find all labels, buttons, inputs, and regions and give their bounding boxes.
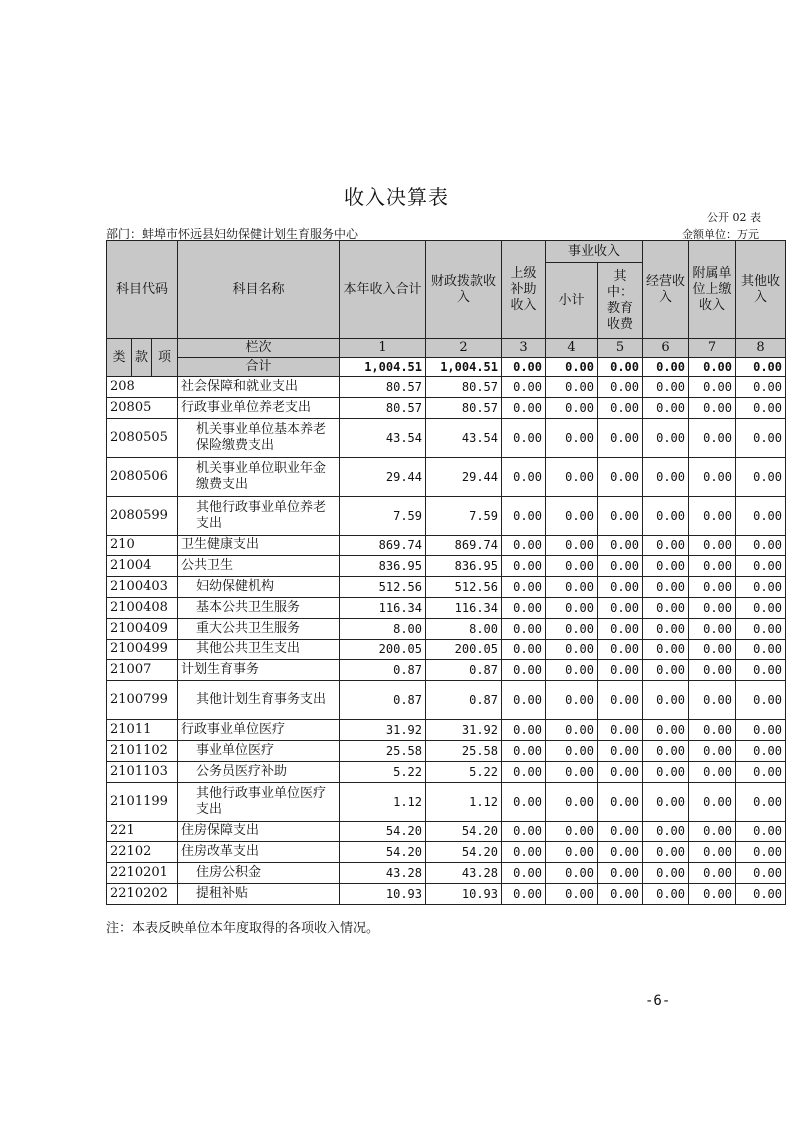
table-row <box>107 377 786 398</box>
row-value: 0.00 <box>598 782 643 821</box>
row-code: 2100403 <box>107 577 178 598</box>
row-value: 8.00 <box>426 618 502 639</box>
unit-label: 金额单位：万元 <box>682 228 759 241</box>
header-education-fee: 其中：教育收费 <box>598 263 643 339</box>
row-value: 0.00 <box>598 821 643 842</box>
row-value: 0.00 <box>643 639 689 660</box>
row-code: 2080599 <box>107 496 178 535</box>
row-value: 7.59 <box>340 496 426 535</box>
row-value: 0.00 <box>546 618 598 639</box>
row-value: 0.00 <box>598 660 643 681</box>
row-value: 0.00 <box>689 761 736 782</box>
row-code: 21007 <box>107 660 178 681</box>
row-value: 0.00 <box>502 660 546 681</box>
row-value: 836.95 <box>426 556 502 577</box>
table-row <box>107 720 786 741</box>
row-value: 0.00 <box>502 597 546 618</box>
row-name: 事业单位医疗 <box>178 740 340 761</box>
row-value: 0.00 <box>689 740 736 761</box>
row-value: 43.54 <box>340 418 426 457</box>
page-title: 收入决算表 <box>344 185 449 209</box>
row-value: 0.00 <box>736 377 786 398</box>
row-value: 0.00 <box>502 681 546 720</box>
row-name: 基本公共卫生服务 <box>178 597 340 618</box>
row-code: 21004 <box>107 556 178 577</box>
table-row <box>107 740 786 761</box>
row-name: 住房改革支出 <box>178 842 340 863</box>
row-value: 200.05 <box>426 639 502 660</box>
row-value: 0.00 <box>643 782 689 821</box>
header-subject-code: 科目代码 <box>107 241 178 339</box>
row-value: 0.00 <box>546 577 598 598</box>
col-num: 7 <box>689 339 736 358</box>
row-value: 0.00 <box>689 457 736 496</box>
header-lanci: 栏次 <box>178 339 340 358</box>
row-value: 0.00 <box>736 556 786 577</box>
row-value: 54.20 <box>426 842 502 863</box>
row-value: 0.00 <box>502 761 546 782</box>
row-name: 机关事业单位职业年金缴费支出 <box>178 457 340 496</box>
row-value: 0.00 <box>689 720 736 741</box>
row-value: 0.00 <box>689 883 736 904</box>
row-value: 0.00 <box>736 618 786 639</box>
row-value: 0.00 <box>689 681 736 720</box>
row-value: 0.00 <box>598 377 643 398</box>
row-value: 0.00 <box>736 496 786 535</box>
table-row <box>107 761 786 782</box>
header-xiang: 项 <box>152 339 178 377</box>
row-value: 0.00 <box>546 720 598 741</box>
row-value: 869.74 <box>426 535 502 556</box>
row-value: 0.00 <box>502 883 546 904</box>
row-value: 43.54 <box>426 418 502 457</box>
footnote: 注：本表反映单位本年度取得的各项收入情况。 <box>106 921 380 936</box>
row-code: 2101103 <box>107 761 178 782</box>
row-value: 0.00 <box>598 883 643 904</box>
row-value: 0.00 <box>643 720 689 741</box>
row-value: 0.00 <box>689 496 736 535</box>
row-value: 7.59 <box>426 496 502 535</box>
row-value: 0.00 <box>643 377 689 398</box>
row-name: 计划生育事务 <box>178 660 340 681</box>
row-value: 0.00 <box>502 842 546 863</box>
row-value: 836.95 <box>340 556 426 577</box>
row-value: 0.00 <box>598 618 643 639</box>
row-value: 0.00 <box>689 577 736 598</box>
row-value: 0.00 <box>598 577 643 598</box>
row-value: 0.00 <box>736 418 786 457</box>
table-row <box>107 782 786 821</box>
row-value: 0.00 <box>689 397 736 418</box>
row-value: 0.00 <box>643 761 689 782</box>
row-value: 0.00 <box>736 597 786 618</box>
header-affiliated: 附属单位上缴收入 <box>689 241 736 339</box>
row-value: 0.00 <box>546 660 598 681</box>
row-value: 0.00 <box>643 821 689 842</box>
row-code: 2100499 <box>107 639 178 660</box>
col-num: 3 <box>502 339 546 358</box>
header-upper-subsidy: 上级补助收入 <box>502 241 546 339</box>
table-row <box>107 577 786 598</box>
table-row <box>107 821 786 842</box>
col-num: 1 <box>340 339 426 358</box>
row-value: 0.00 <box>502 377 546 398</box>
row-value: 31.92 <box>426 720 502 741</box>
row-value: 54.20 <box>340 842 426 863</box>
row-value: 0.00 <box>643 740 689 761</box>
row-value: 54.20 <box>340 821 426 842</box>
row-value: 0.00 <box>502 740 546 761</box>
row-value: 0.00 <box>689 377 736 398</box>
row-value: 0.00 <box>598 556 643 577</box>
row-value: 0.00 <box>736 740 786 761</box>
row-value: 0.00 <box>643 535 689 556</box>
row-value: 0.00 <box>736 863 786 884</box>
row-value: 0.00 <box>502 720 546 741</box>
row-value: 0.00 <box>598 720 643 741</box>
row-value: 29.44 <box>426 457 502 496</box>
header-business-income: 事业收入 <box>546 241 643 263</box>
col-num: 4 <box>546 339 598 358</box>
header-total-income: 本年收入合计 <box>340 241 426 339</box>
row-value: 0.00 <box>643 556 689 577</box>
total-cell: 1,004.51 <box>426 358 502 377</box>
header-subtotal: 小计 <box>546 263 598 339</box>
row-value: 0.00 <box>643 681 689 720</box>
total-cell: 0.00 <box>736 358 786 377</box>
row-value: 0.00 <box>598 681 643 720</box>
row-value: 0.00 <box>502 821 546 842</box>
table-row <box>107 556 786 577</box>
form-code: 公开 02 表 <box>707 211 761 224</box>
col-num: 5 <box>598 339 643 358</box>
total-label: 合计 <box>178 358 340 377</box>
row-code: 2101199 <box>107 782 178 821</box>
row-value: 0.00 <box>736 782 786 821</box>
row-name: 住房保障支出 <box>178 821 340 842</box>
row-value: 0.00 <box>502 782 546 821</box>
row-value: 0.00 <box>736 397 786 418</box>
row-value: 54.20 <box>426 821 502 842</box>
row-value: 0.00 <box>502 618 546 639</box>
row-value: 0.00 <box>736 457 786 496</box>
table-row <box>107 681 786 720</box>
row-name: 行政事业单位医疗 <box>178 720 340 741</box>
row-value: 0.00 <box>643 618 689 639</box>
row-value: 116.34 <box>426 597 502 618</box>
row-value: 0.00 <box>598 535 643 556</box>
page-number: -6- <box>645 993 671 1009</box>
department-label: 部门：蚌埠市怀远县妇幼保健计划生育服务中心 <box>106 227 359 241</box>
row-value: 0.00 <box>546 496 598 535</box>
row-code: 2100409 <box>107 618 178 639</box>
row-value: 80.57 <box>340 377 426 398</box>
row-value: 512.56 <box>340 577 426 598</box>
row-value: 0.00 <box>643 457 689 496</box>
total-cell: 0.00 <box>502 358 546 377</box>
row-value: 0.00 <box>643 597 689 618</box>
header-other: 其他收入 <box>736 241 786 339</box>
row-value: 0.00 <box>502 418 546 457</box>
table-row <box>107 397 786 418</box>
row-value: 5.22 <box>340 761 426 782</box>
row-value: 0.00 <box>546 740 598 761</box>
table-row <box>107 842 786 863</box>
row-value: 31.92 <box>340 720 426 741</box>
row-value: 5.22 <box>426 761 502 782</box>
header-subject-name: 科目名称 <box>178 241 340 339</box>
row-value: 80.57 <box>340 397 426 418</box>
row-code: 208 <box>107 377 178 398</box>
row-value: 0.00 <box>546 597 598 618</box>
row-value: 0.00 <box>736 883 786 904</box>
row-value: 0.00 <box>546 842 598 863</box>
col-num: 6 <box>643 339 689 358</box>
row-value: 0.00 <box>546 418 598 457</box>
col-num: 2 <box>426 339 502 358</box>
row-value: 0.00 <box>502 397 546 418</box>
row-value: 200.05 <box>340 639 426 660</box>
row-value: 0.00 <box>689 821 736 842</box>
row-value: 0.00 <box>598 639 643 660</box>
row-value: 0.00 <box>643 660 689 681</box>
row-name: 住房公积金 <box>178 863 340 884</box>
row-code: 2100408 <box>107 597 178 618</box>
table-row <box>107 863 786 884</box>
table-row <box>107 496 786 535</box>
row-value: 0.00 <box>736 577 786 598</box>
row-value: 0.00 <box>598 761 643 782</box>
header-lei: 类 <box>107 339 132 377</box>
row-name: 公共卫生 <box>178 556 340 577</box>
row-value: 0.00 <box>643 397 689 418</box>
row-value: 0.00 <box>546 863 598 884</box>
row-value: 0.00 <box>689 660 736 681</box>
row-value: 0.00 <box>546 535 598 556</box>
row-name: 行政事业单位养老支出 <box>178 397 340 418</box>
row-value: 0.87 <box>426 660 502 681</box>
header-operating: 经营收入 <box>643 241 689 339</box>
row-value: 0.00 <box>546 397 598 418</box>
row-value: 0.00 <box>598 740 643 761</box>
row-value: 29.44 <box>340 457 426 496</box>
row-value: 0.00 <box>502 639 546 660</box>
row-name: 重大公共卫生服务 <box>178 618 340 639</box>
row-value: 0.00 <box>736 639 786 660</box>
table-row <box>107 418 786 457</box>
col-num: 8 <box>736 339 786 358</box>
row-value: 0.00 <box>502 863 546 884</box>
row-value: 0.00 <box>736 660 786 681</box>
row-value: 43.28 <box>426 863 502 884</box>
row-value: 0.00 <box>598 496 643 535</box>
table-row <box>107 618 786 639</box>
row-code: 2080506 <box>107 457 178 496</box>
total-cell: 0.00 <box>546 358 598 377</box>
row-value: 80.57 <box>426 397 502 418</box>
row-value: 0.00 <box>736 681 786 720</box>
row-name: 社会保障和就业支出 <box>178 377 340 398</box>
row-value: 0.00 <box>689 618 736 639</box>
row-value: 0.87 <box>426 681 502 720</box>
row-value: 0.87 <box>340 660 426 681</box>
row-value: 0.00 <box>546 821 598 842</box>
row-value: 0.00 <box>689 639 736 660</box>
row-value: 0.00 <box>736 842 786 863</box>
row-name: 提租补贴 <box>178 883 340 904</box>
row-value: 8.00 <box>340 618 426 639</box>
table-row <box>107 639 786 660</box>
row-value: 10.93 <box>426 883 502 904</box>
row-value: 512.56 <box>426 577 502 598</box>
row-value: 0.00 <box>546 681 598 720</box>
row-value: 0.00 <box>643 577 689 598</box>
row-value: 0.00 <box>546 639 598 660</box>
row-value: 869.74 <box>340 535 426 556</box>
row-value: 0.00 <box>546 556 598 577</box>
header-kuan: 款 <box>132 339 152 377</box>
row-value: 25.58 <box>340 740 426 761</box>
row-code: 210 <box>107 535 178 556</box>
row-value: 0.00 <box>643 418 689 457</box>
total-cell: 1,004.51 <box>340 358 426 377</box>
row-value: 25.58 <box>426 740 502 761</box>
row-value: 0.00 <box>502 457 546 496</box>
row-value: 0.00 <box>598 597 643 618</box>
row-code: 22102 <box>107 842 178 863</box>
row-code: 221 <box>107 821 178 842</box>
row-value: 0.00 <box>736 761 786 782</box>
row-value: 0.00 <box>643 863 689 884</box>
header-fiscal: 财政拨款收入 <box>426 241 502 339</box>
row-value: 10.93 <box>340 883 426 904</box>
row-code: 2080505 <box>107 418 178 457</box>
row-value: 0.00 <box>689 863 736 884</box>
row-value: 0.00 <box>598 842 643 863</box>
income-table <box>106 240 786 905</box>
row-value: 0.00 <box>736 821 786 842</box>
row-value: 0.00 <box>736 720 786 741</box>
row-value: 0.00 <box>643 496 689 535</box>
row-code: 2210202 <box>107 883 178 904</box>
row-value: 0.00 <box>546 457 598 496</box>
row-name: 妇幼保健机构 <box>178 577 340 598</box>
row-value: 0.87 <box>340 681 426 720</box>
table-row <box>107 535 786 556</box>
total-cell: 0.00 <box>643 358 689 377</box>
row-value: 0.00 <box>689 597 736 618</box>
row-value: 0.00 <box>546 377 598 398</box>
row-value: 1.12 <box>426 782 502 821</box>
row-value: 0.00 <box>736 535 786 556</box>
row-name: 其他公共卫生支出 <box>178 639 340 660</box>
row-value: 0.00 <box>689 418 736 457</box>
row-value: 0.00 <box>598 397 643 418</box>
row-code: 2210201 <box>107 863 178 884</box>
row-value: 116.34 <box>340 597 426 618</box>
row-code: 20805 <box>107 397 178 418</box>
table-row <box>107 660 786 681</box>
row-value: 0.00 <box>546 761 598 782</box>
row-value: 0.00 <box>643 883 689 904</box>
row-value: 0.00 <box>598 457 643 496</box>
row-value: 1.12 <box>340 782 426 821</box>
row-value: 0.00 <box>643 842 689 863</box>
row-value: 0.00 <box>598 863 643 884</box>
row-value: 0.00 <box>546 782 598 821</box>
row-code: 2101102 <box>107 740 178 761</box>
table-row <box>107 883 786 904</box>
row-code: 21011 <box>107 720 178 741</box>
row-name: 卫生健康支出 <box>178 535 340 556</box>
row-value: 0.00 <box>502 556 546 577</box>
total-cell: 0.00 <box>689 358 736 377</box>
row-value: 0.00 <box>598 418 643 457</box>
row-value: 0.00 <box>689 535 736 556</box>
table-row <box>107 457 786 496</box>
row-value: 80.57 <box>426 377 502 398</box>
row-code: 2100799 <box>107 681 178 720</box>
row-value: 0.00 <box>546 883 598 904</box>
row-value: 43.28 <box>340 863 426 884</box>
row-name: 其他计划生育事务支出 <box>178 681 340 720</box>
row-name: 其他行政事业单位养老支出 <box>178 496 340 535</box>
table-row <box>107 597 786 618</box>
row-value: 0.00 <box>689 556 736 577</box>
row-value: 0.00 <box>502 535 546 556</box>
row-value: 0.00 <box>689 842 736 863</box>
row-value: 0.00 <box>502 496 546 535</box>
total-cell: 0.00 <box>598 358 643 377</box>
row-name: 公务员医疗补助 <box>178 761 340 782</box>
row-name: 其他行政事业单位医疗支出 <box>178 782 340 821</box>
row-value: 0.00 <box>689 782 736 821</box>
row-value: 0.00 <box>502 577 546 598</box>
row-name: 机关事业单位基本养老保险缴费支出 <box>178 418 340 457</box>
